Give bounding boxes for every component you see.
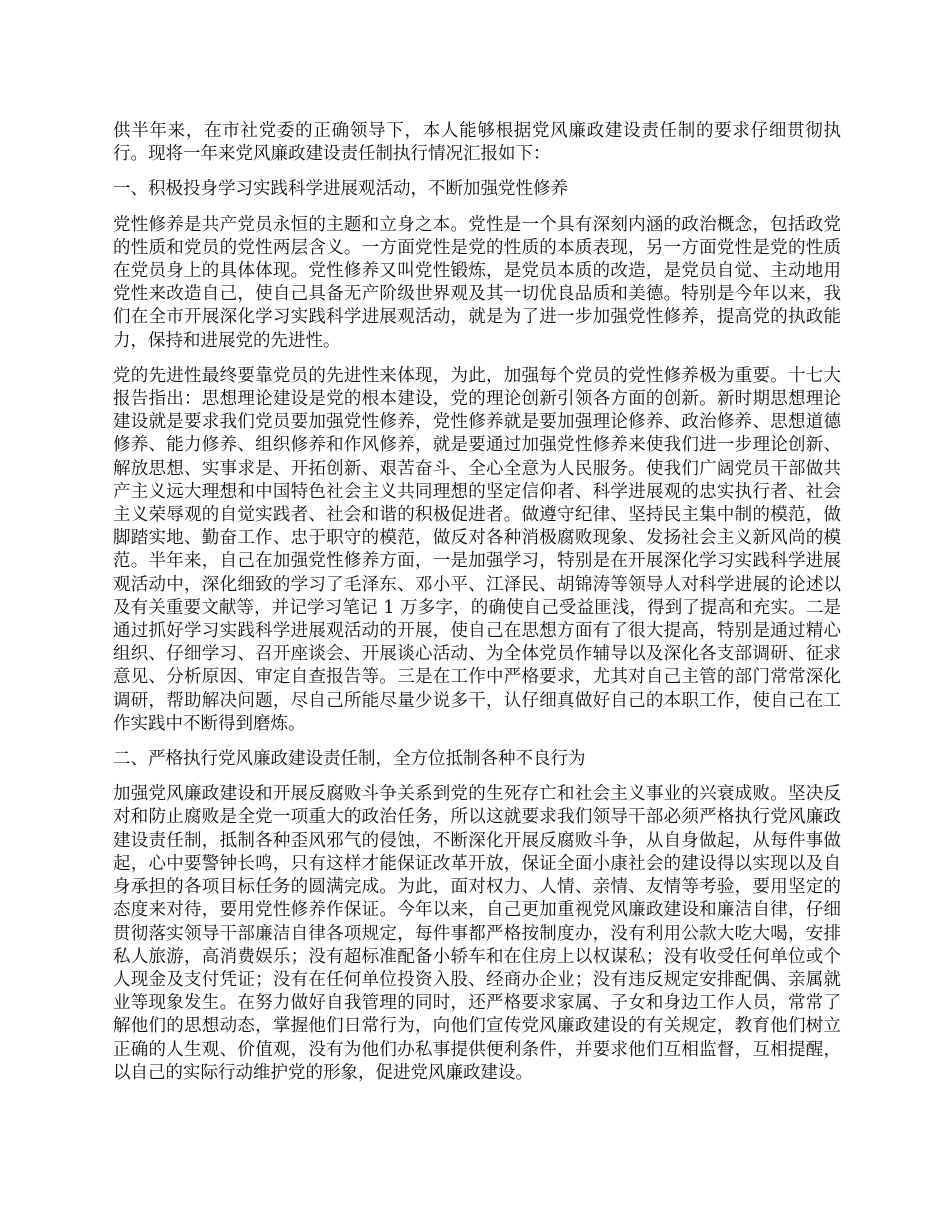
section-heading-1: 一、积极投身学习实践科学进展观活动，不断加强党性修养 xyxy=(113,179,568,200)
document-body xyxy=(113,120,841,1097)
intro-paragraph: 供半年来，在市社党委的正确领导下，本人能够根据党风廉政建设责任制的要求仔细贯彻执行。现将一年来党风廉政建设责任制执行情况汇报如下： xyxy=(113,121,841,165)
section-1-paragraph-1: 党性修养是共产党员永恒的主题和立身之本。党性是一个具有深刻内涵的政治概念，包括政党的性质和党员的党性两层含义。一方面党性是党的性质的本质表现，另一方面党性是党的性质在党员身上的具体体现。党性修养又叫党性锻炼，是党员本质的改造，是党员自觉、主动地用党性来改造自己，使自己具备无产阶级世界观及其一切优良品质和美德。特别是今年以来，我们在全市开展深化学习实践科学进展观活动，就是为了进一步加强党性修养，提高党的执政能力，保持和进展党的先进性。 xyxy=(113,214,841,351)
section-heading-2: 二、严格执行党风廉政建设责任制，全方位抵制各种不良行为 xyxy=(113,749,586,770)
section-2-paragraph-1: 加强党风廉政建设和开展反腐败斗争关系到党的生死存亡和社会主义事业的兴衰成败。坚决反对和防止腐败是全党一项重大的政治任务，所以这就要求我们领导干部必须严格执行党风廉政建设责任制，抵制各种歪风邪气的侵蚀，不断深化开展反腐败斗争，从自身做起，从每件事做起，心中要警钟长鸣，只有这样才能保证改革开放，保证全面小康社会的建设得以实现以及自身承担的各项目标任务的圆满完成。为此，面对权力、人情、亲情、友情等考验，要用坚定的态度来对待，要用党性修养作保证。今年以来，自己更加重视党风廉政建设和廉洁自律，仔细贯彻落实领导干部廉洁自律各项规定，每件事都严格按制度办，没有利用公款大吃大喝，安排私人旅游，高消费娱乐；没有超标准配备小轿车和在住房上以权谋私；没有收受任何单位或个人现金及支付凭证；没有在任何单位投资入股、经商办企业；没有违反规定安排配偶、亲属就业等现象发生。在努力做好自我管理的同时，还严格要求家属、子女和身边工作人员，常常了解他们的思想动态，掌握他们日常行为，向他们宣传党风廉政建设的有关规定，教育他们树立正确的人生观、价值观，没有为他们办私事提供便利条件，并要求他们互相监督，互相提醒，以自己的实际行动维护党的形象，促进党风廉政建设。 xyxy=(113,784,841,1083)
section-1-paragraph-2: 党的先进性最终要靠党员的先进性来体现，为此，加强每个党员的党性修养极为重要。十七大报告指出：思想理论建设是党的根本建设，党的理论创新引领各方面的创新。新时期思想理论建设就是要求我们党员要加强党性修养，党性修养就是要加强理论修养、政治修养、思想道德修养、能力修养、组织修养和作风修养，就是要通过加强党性修养来使我们进一步理论创新、解放思想、实事求是、开拓创新、艰苦奋斗、全心全意为人民服务。使我们广阔党员干部做共产主义远大理想和中国特色社会主义共同理想的坚定信仰者、科学进展观的忠实执行者、社会主义荣辱观的自觉实践者、社会和谐的积极促进者。做遵守纪律、坚持民主集中制的模范，做脚踏实地、勤奋工作、忠于职守的模范，做反对各种消极腐败现象、发扬社会主义新风尚的模范。半年来，自己在加强党性修养方面，一是加强学习，特别是在开展深化学习实践科学进展观活动中，深化细致的学习了毛泽东、邓小平、江泽民、胡锦涛等领导人对科学进展的论述以及有关重要文献等，并记学习笔记 1 万多字，的确使自己受益匪浅，得到了提高和充实。二是通过抓好学习实践科学进展观活动的开展，使自己在思想方面有了很大提高，特别是通过精心组织、仔细学习、召开座谈会、开展谈心活动、为全体党员作辅导以及深化各支部调研、征求意见、分析原因、审定自查报告等。三是在工作中严格要求，尤其对自己主管的部门常常深化调研，帮助解决问题，尽自己所能尽量少说多干，认仔细真做好自己的本职工作，使自己在工作实践中不断得到磨炼。 xyxy=(113,365,841,734)
